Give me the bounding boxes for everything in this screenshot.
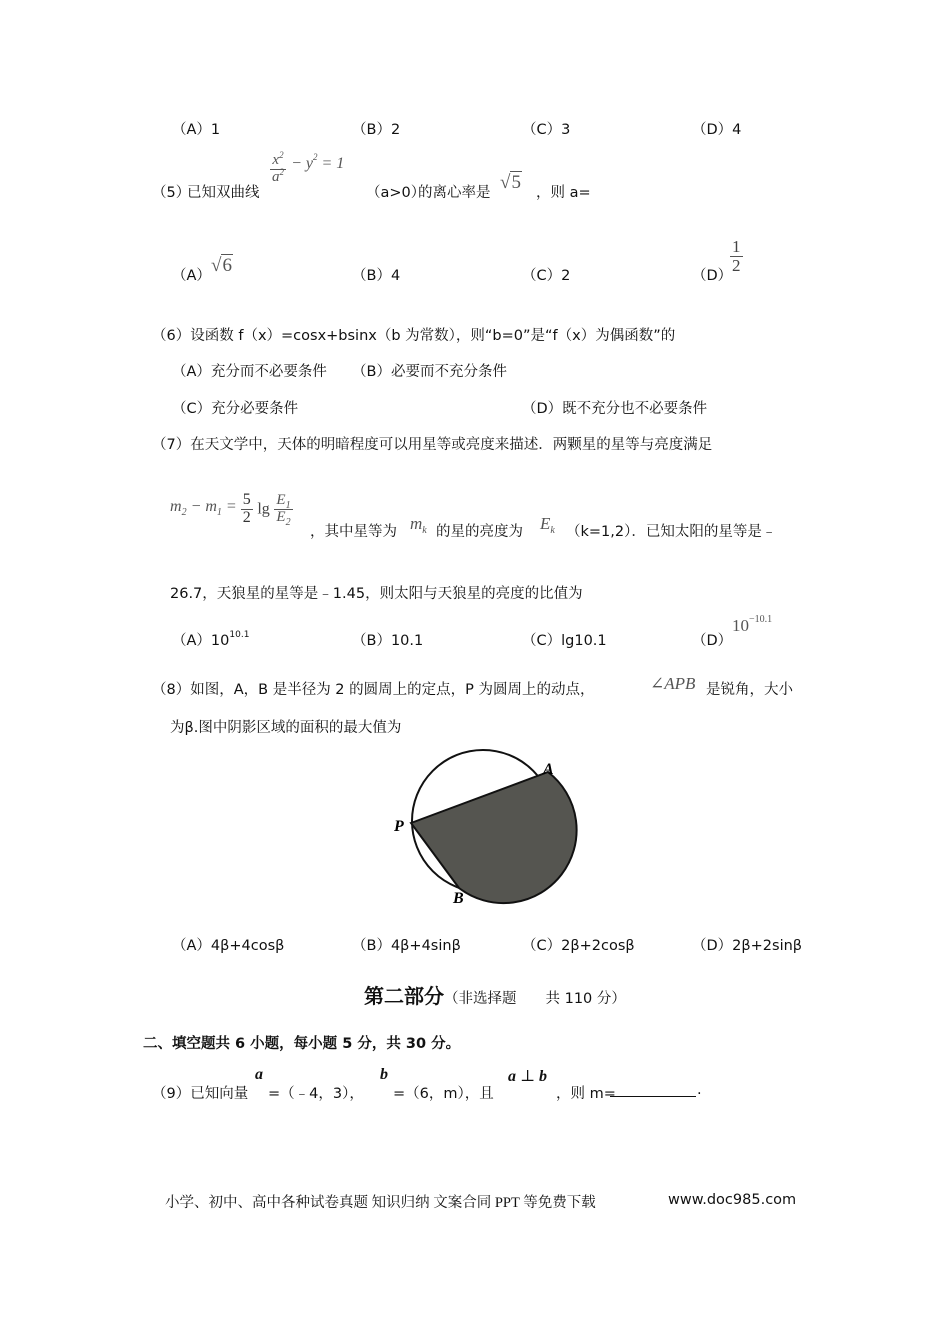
q7-mid-c: （k=1,2）．已知太阳的星等是﹣: [566, 524, 777, 540]
q4-option-d: （D）4: [692, 122, 742, 138]
q9-part-c: =（6，m），且: [393, 1086, 494, 1102]
q4-option-c: （C）3: [522, 122, 571, 138]
q7-option-b: （B）10.1: [352, 633, 424, 649]
q8-stem-line1b: 是锐角，大小: [706, 682, 793, 698]
q5-option-b: （B）4: [352, 268, 401, 284]
q5-stem-b: 的离心率是: [418, 185, 491, 201]
q9-vector-a: a: [255, 1066, 263, 1083]
q7-magnitude-formula: $m_2 - m_1$ = $\frac{5}{2}$ lg $\frac{E_1}{E_2}$: [170, 491, 291, 528]
q7-stem-line1: （7）在天文学中，天体的明暗程度可以用星等或亮度来描述．两颗星的星等与亮度满足: [152, 437, 713, 453]
q8-circle-figure: [380, 740, 580, 910]
q8-angle-apb: ∠APB: [650, 674, 696, 693]
q9-part-b: =（﹣4，3），: [268, 1086, 364, 1102]
footer-url[interactable]: www.doc985.com: [668, 1192, 797, 1208]
q6-option-b: （B）必要而不充分条件: [352, 364, 507, 380]
q7-option-a-base: （A）10: [172, 633, 230, 649]
q7-option-d-power: $10^{-10.1}$: [732, 614, 773, 635]
q5-sqrt5: √5: [500, 172, 521, 193]
q5-option-c: （C）2: [522, 268, 571, 284]
q8-option-d: （D）2β+2sinβ: [692, 938, 803, 954]
q5-sqrt6: √6: [211, 255, 232, 276]
part2-subtitle: （非选择题 共 110 分）: [444, 991, 626, 1007]
q7-ek-symbol: $E_k$: [540, 514, 555, 536]
q8-label-a: A: [543, 761, 554, 778]
q5-stem-a: 已知双曲线: [187, 185, 260, 201]
q5-stem-c: ，则 a=: [536, 185, 591, 201]
q8-option-c: （C）2β+2cosβ: [522, 938, 635, 954]
part2-title: 第二部分: [364, 984, 444, 1008]
q5-option-a: （A）: [172, 268, 211, 284]
q5-option-d: （D）: [692, 268, 733, 284]
section2-heading: 二、填空题共 6 小题，每小题 5 分，共 30 分。: [143, 1036, 461, 1052]
q7-mk-symbol: $m_k$: [410, 514, 427, 536]
q7-option-a: [172, 629, 249, 650]
q7-option-a-exponent: 10.1: [229, 630, 250, 640]
q6-stem: （6）设函数 f（x）=cosx+bsinx（b 为常数），则“b=0”是“f（x）为偶函数”的: [152, 328, 676, 344]
q8-stem-line1a: （8）如图，A，B 是半径为 2 的圆周上的定点，P 为圆周上的动点，: [152, 682, 595, 698]
q7-option-d: （D）: [692, 633, 733, 649]
q5-number: （5）: [152, 185, 191, 201]
footer-text: 小学、初中、高中各种试卷真题 知识归纳 文案合同 PPT 等免费下载: [165, 1195, 596, 1211]
q5-half-fraction: $\frac{1}{2}$: [732, 237, 741, 275]
q4-option-a: （A）1: [172, 122, 221, 138]
q8-option-b: （B）4β+4sinβ: [352, 938, 461, 954]
q7-mid-a: ，其中星等为: [310, 524, 397, 540]
q8-option-a: （A）4β+4cosβ: [172, 938, 285, 954]
q9-perpendicular: a ⊥ b: [508, 1068, 548, 1085]
q8-label-b: B: [453, 890, 464, 907]
q8-stem-line2: 为β.图中阴影区域的面积的最大值为: [170, 720, 402, 736]
q6-option-c: （C）充分必要条件: [172, 401, 299, 417]
q5-condition: （a>0）: [366, 185, 426, 201]
q6-option-d: （D）既不充分也不必要条件: [522, 401, 708, 417]
q9-part-d: ，则 m=: [556, 1086, 616, 1102]
q5-hyperbola-formula: $\frac{x^2}{a^2}$ − $y^2 = 1$: [272, 150, 345, 185]
q9-answer-blank[interactable]: [610, 1082, 696, 1101]
q7-option-c: （C）lg10.1: [522, 633, 607, 649]
q4-option-b: （B）2: [352, 122, 401, 138]
q9-part-a: （9）已知向量: [152, 1086, 249, 1102]
part2-heading: [364, 980, 626, 1009]
q9-period: .: [697, 1082, 702, 1098]
q9-vector-b: b: [380, 1066, 388, 1083]
q6-option-a: （A）充分而不必要条件: [172, 364, 327, 380]
q7-stem-line3: 26.7，天狼星的星等是﹣1.45，则太阳与天狼星的亮度的比值为: [170, 586, 583, 602]
q7-mid-b: 的星的亮度为: [436, 524, 523, 540]
q8-label-p: P: [394, 818, 404, 835]
